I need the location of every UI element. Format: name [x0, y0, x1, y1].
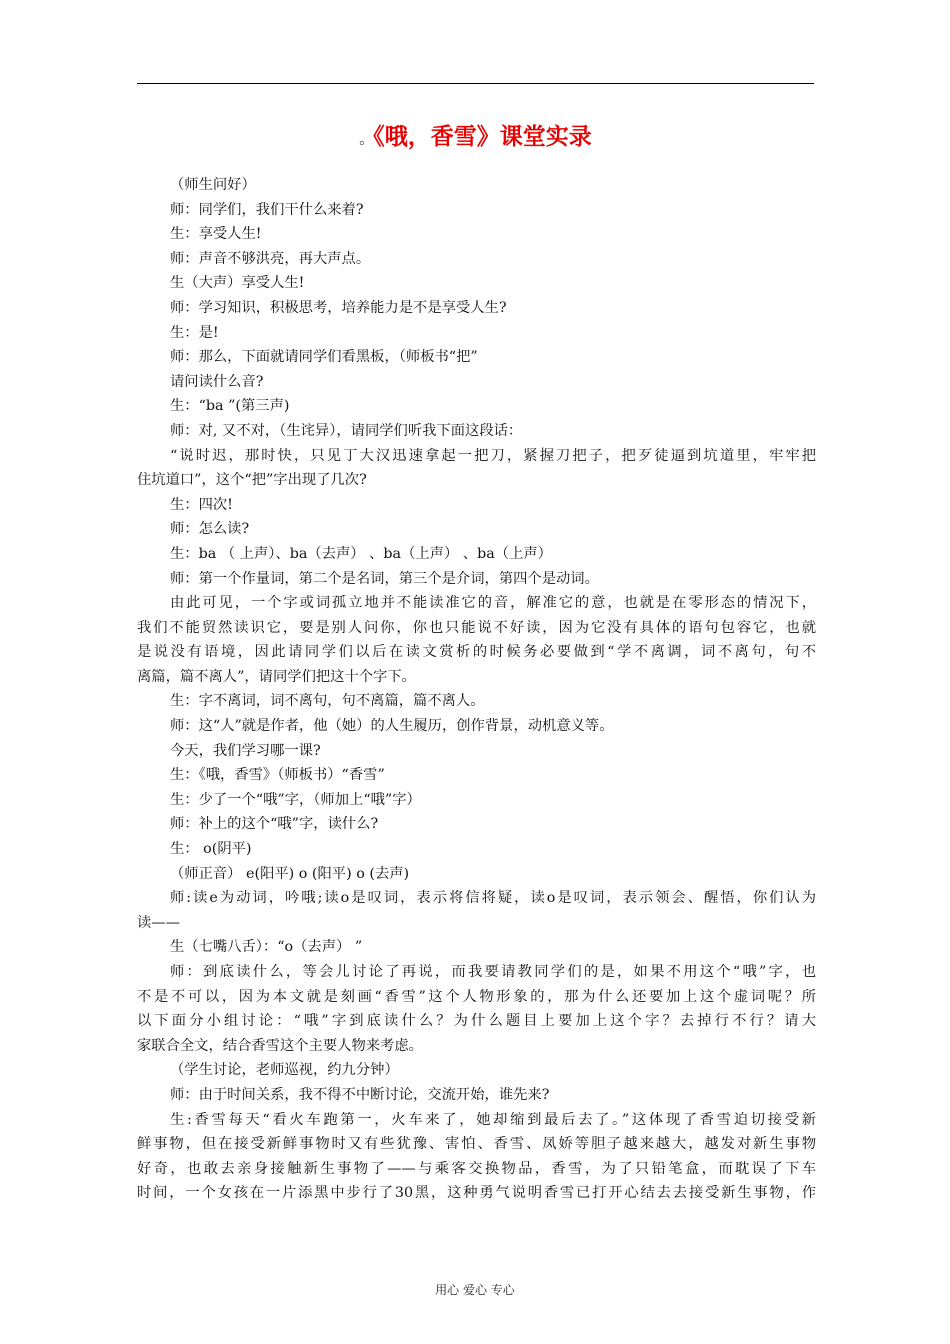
text-line: 家联合全文，结合香雪这个主要人物来考虑。: [137, 1037, 423, 1054]
text-line: 生：字不离词，词不离句，句不离篇，篇不离人。: [170, 693, 485, 710]
text-line: 住坑道口”，这个“把”字出现了几次?: [137, 472, 367, 489]
text-line: “说时迟，那时快，只见丁大汉迅速拿起一把刀，紧握刀把子，把歹徒逼到坑道里，牢牢把: [170, 447, 816, 464]
text-line: 师：第一个作量词，第二个是名词，第三个是介词，第四个是动词。: [170, 570, 599, 587]
text-line: 师：学习知识，积极思考，培养能力是不是享受人生?: [170, 299, 507, 316]
text-line: 我们不能贸然读识它，要是别人问你，你也只能说不好读，因为它没有具体的语句包容它，也就: [137, 619, 816, 636]
text-line: 是说没有语境，因此请同学们以后在读文赏析的时候务必要做到“学不离调，词不离句，句不: [137, 644, 816, 661]
text-line: 生（七嘴八舌）：“o（去声） ”: [170, 939, 363, 956]
text-line: 师：补上的这个“哦”字，读什么?: [170, 816, 379, 833]
text-line: 生：享受人生!: [170, 226, 262, 243]
text-line: 生：是!: [170, 324, 219, 341]
text-line: 请问读什么音?: [170, 373, 264, 390]
text-line: 鲜事物，但在接受新鲜事物时又有些犹豫、害怕、香雪、凤娇等胆子越来越大，越发对新生事物: [137, 1136, 816, 1153]
text-line: 师：那么，下面就请同学们看黑板，（师板书“把”: [170, 349, 478, 366]
text-line: （师生问好）: [170, 177, 256, 193]
text-line: 生：《哦，香雪》（师板书）“香雪”: [170, 767, 385, 784]
text-line: 师：怎么读?: [170, 521, 250, 538]
text-line: 生:香雪每天“看火车跑第一，火车来了，她却缩到最后去了。”这体现了香雪迫切接受新: [170, 1111, 816, 1128]
text-line: 师：这“人”就是作者，他（她）的人生履历，创作背景，动机意义等。: [170, 718, 614, 735]
text-line: 生：ba （ 上声）、ba（去声） 、ba（上声） 、ba（上声）: [170, 545, 552, 562]
text-line: 生：“ba ”(第三声): [170, 398, 290, 415]
text-line: 时间，一个女孩在一片添黑中步行了30黑，这种勇气说明香雪已打开心结去去接受新生事物，作: [137, 1185, 816, 1202]
document-title: [137, 118, 814, 158]
text-line: 读——: [137, 914, 180, 931]
text-line: 师:读e为动词，吟哦;读o是叹词，表示将信将疑，读o是叹词，表示领会、醒悟，你们认为: [170, 890, 816, 907]
text-line: 由此可见，一个字或词孤立地并不能读准它的音，解准它的意，也就是在零形态的情况下，: [170, 595, 816, 612]
text-line: 师：对, 又不对，（生诧异），请同学们听我下面这段话：: [170, 422, 523, 439]
text-line: 师：声音不够洪亮，再大声点。: [170, 250, 371, 267]
text-line: 师：到底读什么，等会儿讨论了再说，而我要请教同学们的是，如果不用这个“哦”字，也: [170, 964, 816, 980]
text-line: 师：同学们，我们干什么来着?: [170, 201, 364, 218]
document-body: [137, 173, 816, 1206]
text-line: 生：四次!: [170, 496, 233, 513]
text-line: （师正音） e(阳平) o (阳平) o (去声): [170, 865, 410, 882]
title-text: 《哦，香雪》课堂实录: [373, 123, 592, 150]
text-line: 好奇，也敢去亲身接触新生事物了——与乘客交换物品，香雪，为了只铅笔盒，而耽误了下车: [137, 1160, 816, 1177]
header-rule: [137, 83, 814, 84]
page-footer: 用心 爱心 专心: [435, 1283, 515, 1297]
text-line: 今天，我们学习哪一课?: [170, 742, 321, 759]
text-line: 离篇，篇不离人”，请同学们把这十个字下。: [137, 668, 416, 685]
text-line: 生： o(阴平): [170, 841, 252, 858]
title-mark: 。: [359, 132, 374, 148]
text-line: 生：少了一个“哦”字，（师加上“哦”字）: [170, 791, 421, 808]
text-line: 生（大声）享受人生!: [170, 275, 305, 292]
text-line: 以下面分小组讨论：“哦”字到底读什么？为什么题目上要加上这个字？去掉行不行？请大: [137, 1013, 816, 1030]
text-line: 不是不可以，因为本文就是刻画“香雪”这个人物形象的，那为什么还要加上这个虚词呢？所: [137, 988, 816, 1005]
text-line: 师：由于时间关系，我不得不中断讨论，交流开始，谁先来?: [170, 1086, 550, 1103]
text-line: （学生讨论，老师巡视，约九分钟）: [170, 1062, 399, 1079]
